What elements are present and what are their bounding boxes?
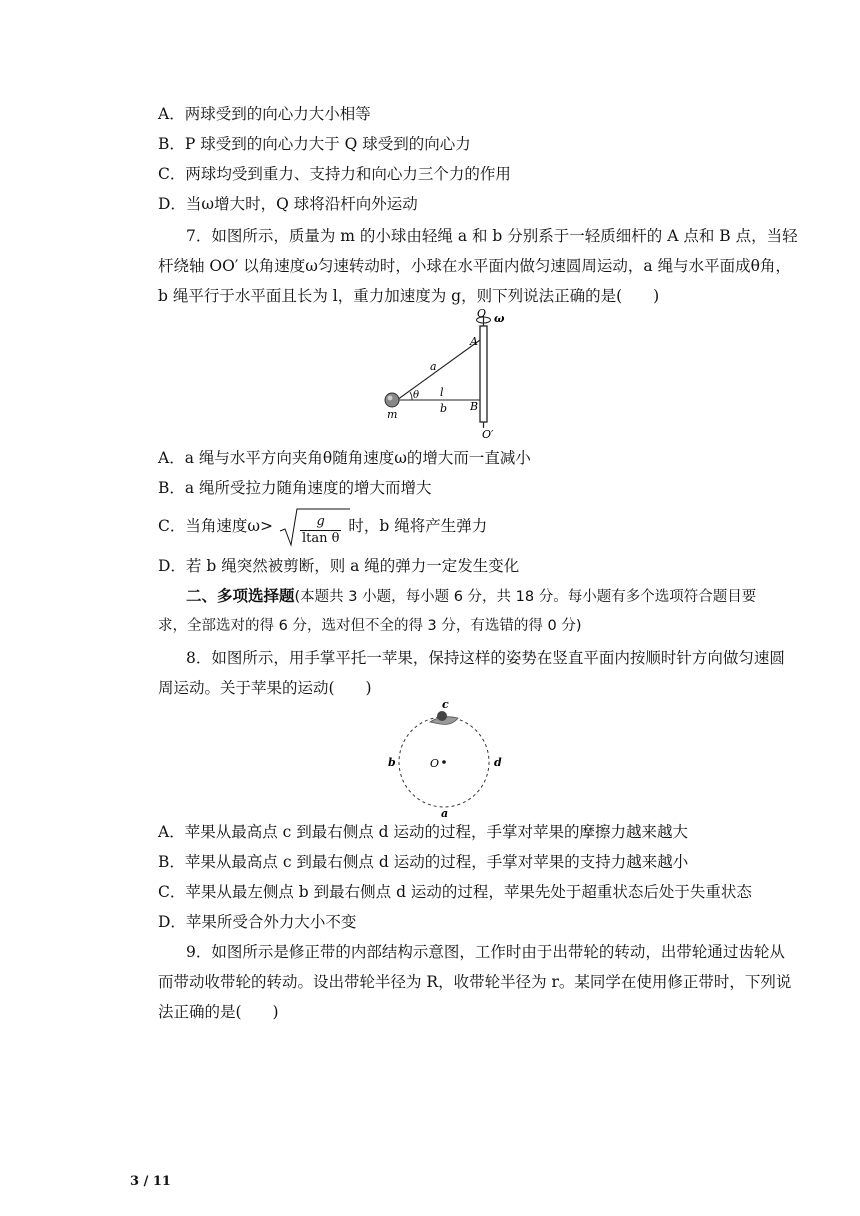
q8-stem-line-2: 周运动。关于苹果的运动( ) bbox=[158, 679, 372, 697]
section2-note-2: 求，全部选对的得 6 分，选对但不全的得 3 分，有选错的得 0 分) bbox=[158, 618, 582, 634]
q8-label-d: d bbox=[494, 756, 502, 769]
q8-label-a: a bbox=[441, 807, 449, 818]
q6-option-d: D．当ω增大时，Q 球将沿杆向外运动 bbox=[158, 195, 418, 213]
section2-note-1: (本题共 3 小题，每小题 6 分，共 18 分。每小题有多个选项符合题目要 bbox=[294, 589, 757, 605]
q7-stem-line-3: b 绳平行于水平面且长为 l，重力加速度为 g，则下列说法正确的是( ) bbox=[158, 287, 660, 305]
q7-option-d: D．若 b 绳突然被剪断，则 a 绳的弹力一定发生变化 bbox=[158, 557, 520, 575]
q7-option-c-sqrt bbox=[278, 507, 343, 547]
q8-label-o: O bbox=[430, 757, 440, 770]
q7-label-a: a bbox=[430, 360, 437, 373]
q7-label-omega: ω bbox=[494, 312, 505, 325]
q9-stem-line-2: 而带动收带轮的转动。设出带轮半径为 R，收带轮半径为 r。某同学在使用修正带时，下列说 bbox=[158, 973, 792, 991]
q7-option-c bbox=[158, 506, 487, 546]
q7-option-c-denominator: ltan θ bbox=[301, 530, 340, 546]
q7-label-o-prime: O′ bbox=[482, 428, 494, 441]
q7-figure bbox=[370, 308, 530, 443]
q7-option-c-numerator: g bbox=[300, 514, 341, 531]
q7-label-b: b bbox=[440, 402, 448, 415]
page-number: 3 / 11 bbox=[130, 1174, 171, 1189]
q8-option-d: D．苹果所受合外力大小不变 bbox=[158, 913, 357, 931]
q9-stem-line-1: 9．如图所示是修正带的内部结构示意图，工作时由于出带轮的转动，出带轮通过齿轮从 bbox=[186, 943, 785, 961]
q8-label-b: b bbox=[388, 756, 396, 769]
q7-label-A: A bbox=[470, 335, 478, 348]
q8-figure bbox=[386, 700, 506, 818]
apple-icon bbox=[437, 711, 447, 721]
q7-option-c-post: 时，b 绳将产生弹力 bbox=[348, 517, 488, 535]
q6-option-a: A．两球受到的向心力大小相等 bbox=[158, 105, 371, 123]
section2-title: 二、多项选择题 bbox=[186, 586, 295, 605]
q7-option-a: A．a 绳与水平方向夹角θ随角速度ω的增大而一直减小 bbox=[158, 449, 531, 467]
q7-label-o: O bbox=[477, 308, 487, 320]
q7-stem-line-2: 杆绕轴 OO′ 以角速度ω匀速转动时，小球在水平面内做匀速圆周运动，a 绳与水平面成θ角， bbox=[158, 257, 791, 275]
q6-option-b: B．P 球受到的向心力大于 Q 球受到的向心力 bbox=[158, 135, 471, 153]
q6-option-c: C．两球均受到重力、支持力和向心力三个力的作用 bbox=[158, 165, 511, 183]
section2-header-line-1 bbox=[186, 586, 756, 607]
q8-option-a: A．苹果从最高点 c 到最右侧点 d 运动的过程，手掌对苹果的摩擦力越来越大 bbox=[158, 823, 689, 841]
q7-label-l: l bbox=[440, 386, 444, 399]
q8-option-b: B．苹果从最高点 c 到最右侧点 d 运动的过程，手掌对苹果的支持力越来越小 bbox=[158, 853, 689, 871]
q7-label-theta: θ bbox=[413, 390, 420, 401]
q8-stem-line-1: 8．如图所示，用手掌平托一苹果，保持这样的姿势在竖直平面内按顺时针方向做匀速圆 bbox=[186, 649, 785, 667]
q9-stem-line-3: 法正确的是( ) bbox=[158, 1003, 279, 1021]
q7-option-c-pre: C．当角速度ω> bbox=[158, 517, 273, 535]
q8-label-c: c bbox=[442, 700, 449, 711]
q7-label-m: m bbox=[387, 408, 398, 421]
q7-label-B: B bbox=[470, 400, 479, 413]
q7-stem-line-1: 7．如图所示，质量为 m 的小球由轻绳 a 和 b 分别系于一轻质细杆的 A 点和 B 点，当轻 bbox=[186, 227, 798, 245]
q7-option-b: B．a 绳所受拉力随角速度的增大而增大 bbox=[158, 479, 432, 497]
q8-option-c: C．苹果从最左侧点 b 到最右侧点 d 运动的过程，苹果先处于超重状态后处于失重状态 bbox=[158, 883, 752, 901]
